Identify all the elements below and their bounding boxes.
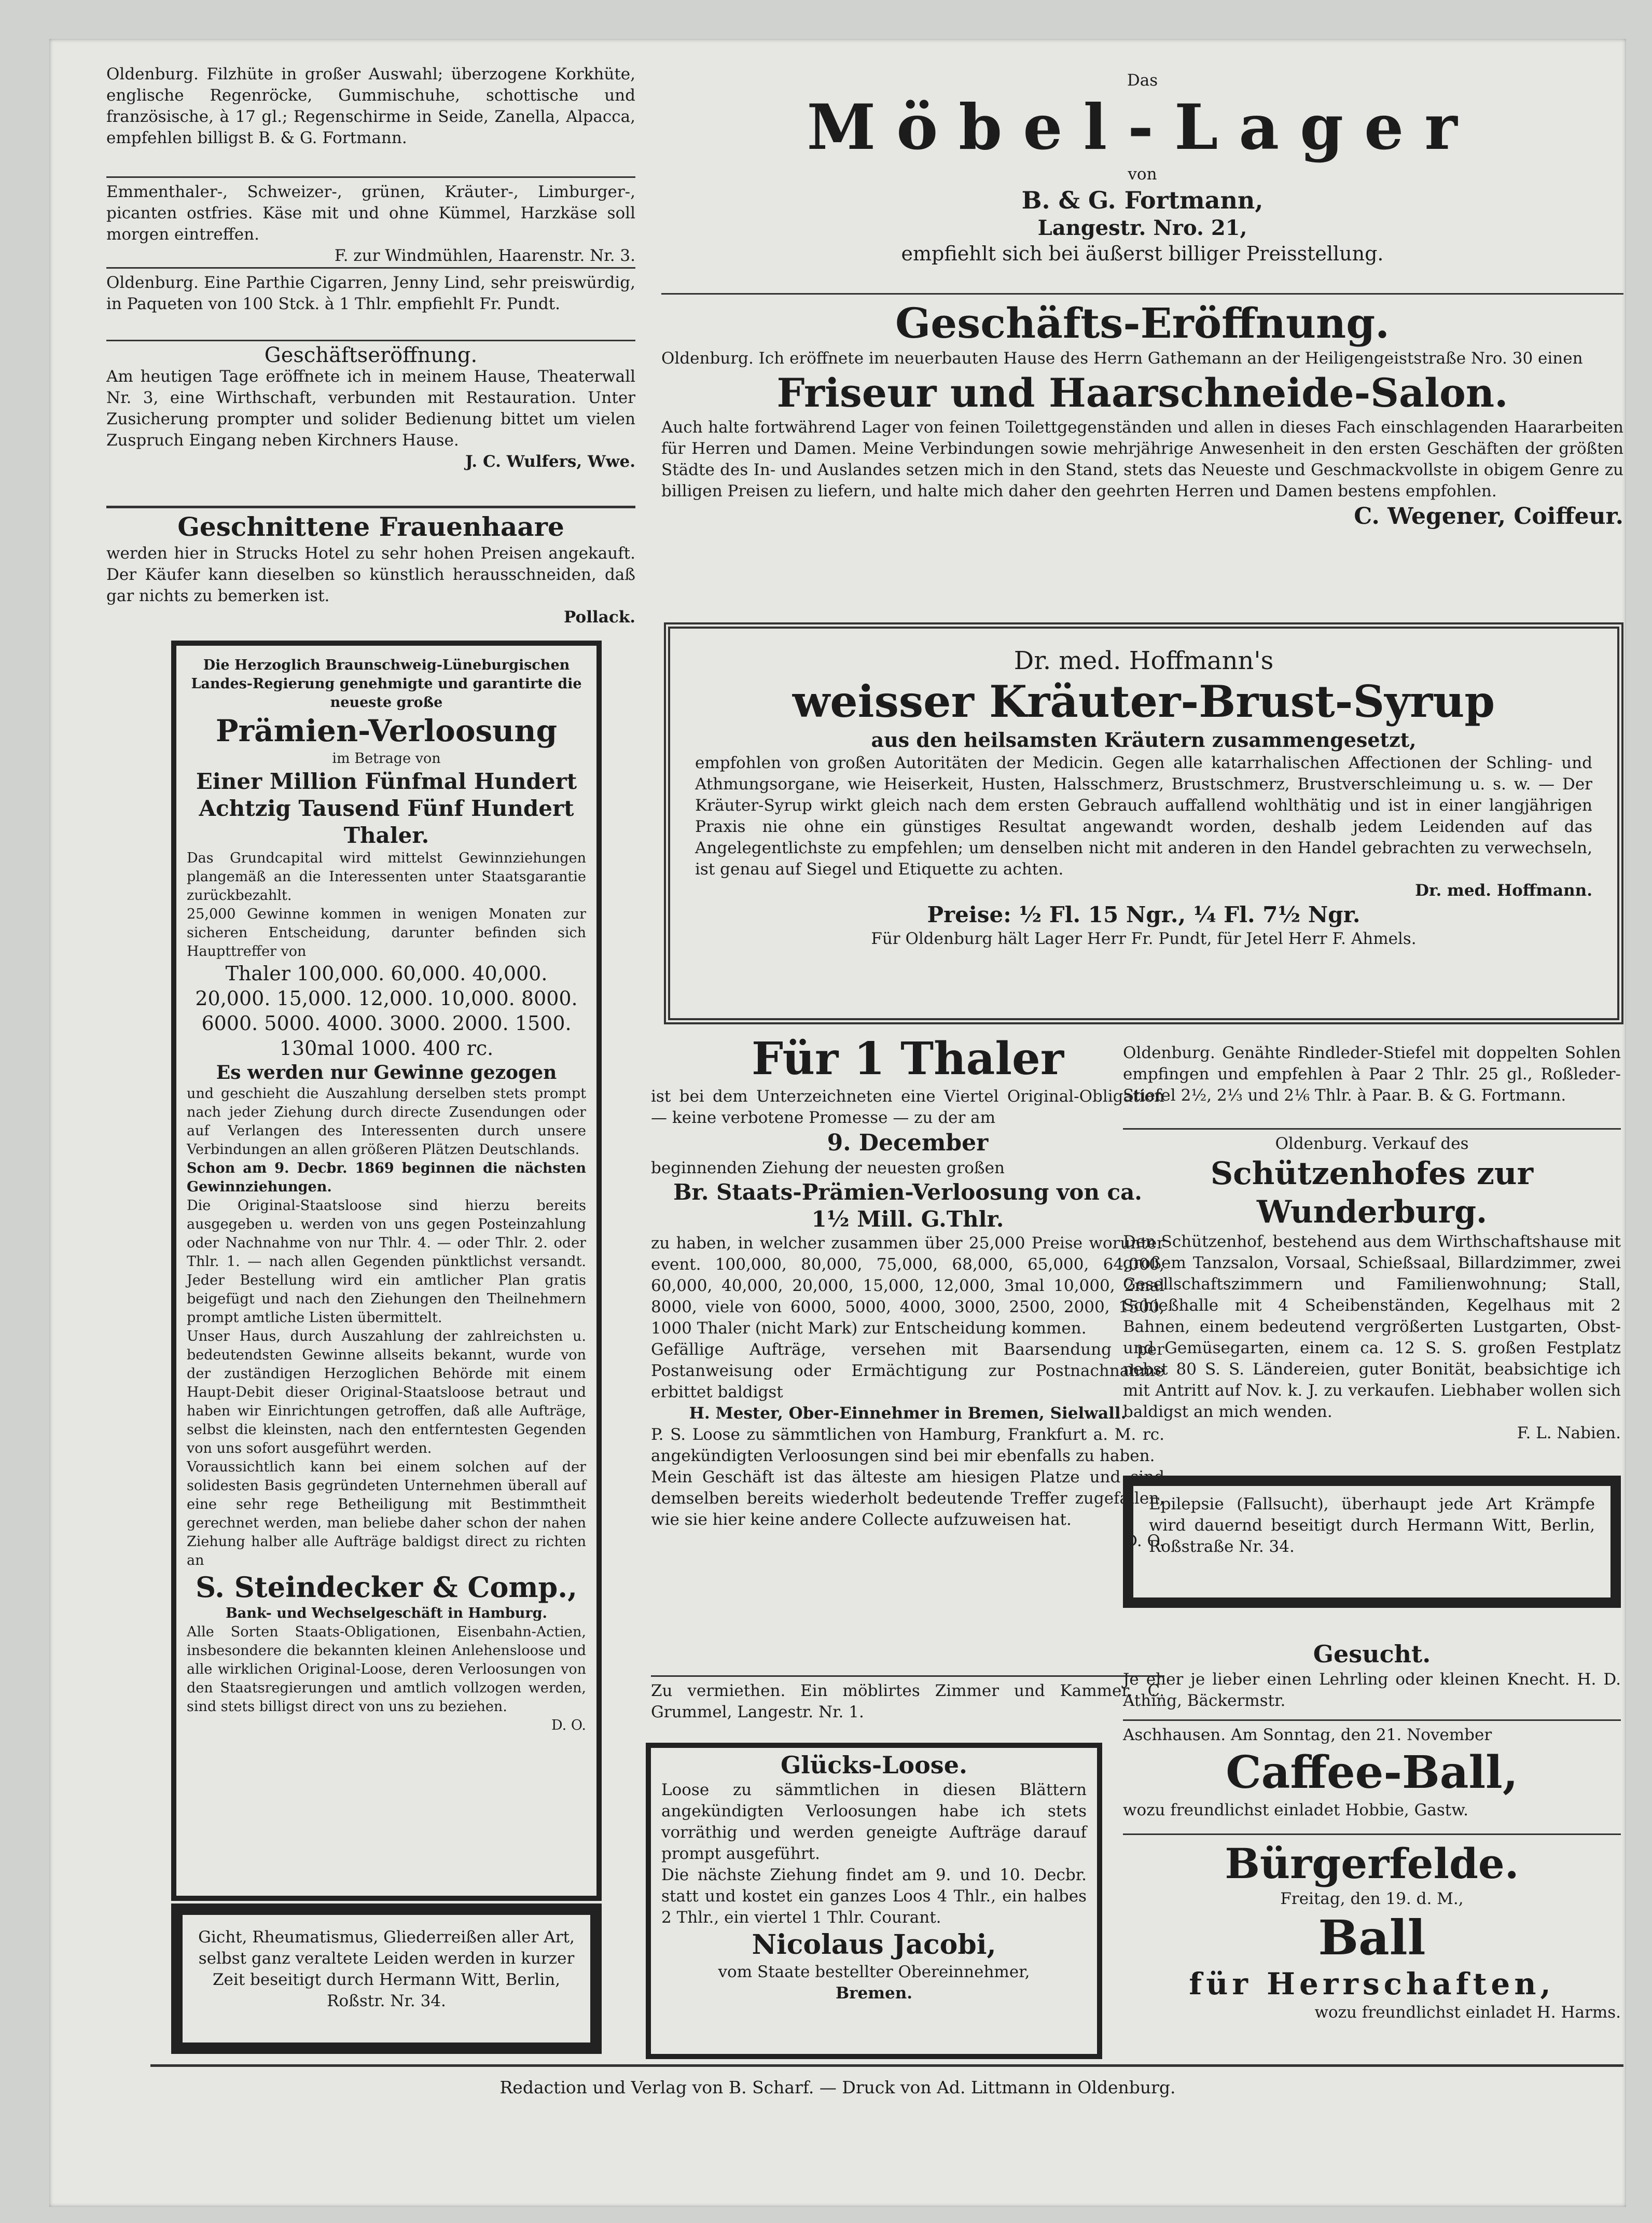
geschaeft-ad: Geschäftseröffnung. Am heutigen Tage eröffnete ich in meinem Hause, Theaterwall Nr. 3, eine Wirthschaft, verbunden mit Restauration. Unter Zusicherung prompter und solider Bedienung bittet um vielen Zuspruch Eingang neben Kirchners Hause. J. C. Wulfers, Wwe. — [106, 343, 635, 471]
imprint: Redaction und Verlag von B. Scharf. — Druck von Ad. Littmann in Oldenburg. — [499, 2077, 1176, 2097]
cigarren-ad: Oldenburg. Eine Parthie Cigarren, Jenny Lind, sehr preiswürdig, in Paqueten von 100 Stck. à 1 Thlr. empfiehlt Fr. Pundt. — [106, 273, 635, 313]
footer-rule — [150, 2064, 1623, 2067]
caffee-ad: Aschhausen. Am Sonntag, den 21. November Caffee-Ball, wozu freundlichst einladet Hobbie, Gastw. — [1123, 1726, 1518, 1819]
divider — [1123, 1719, 1621, 1721]
gluecks-ad: Glücks-Loose. Loose zu sämmtlichen in diesen Blättern angekündigten Verloosungen habe ich stets vorräthig und werden geneigte Aufträge darauf prompt ausgeführt. Die nächste Ziehung findet am 9. und 10. Decbr. statt und kostet ein ganzes Loos 4 Thlr., ein halbes 2 Thlr., ein viertel 1 Thlr. Courant. Nicolaus Jacobi, vom Staate bestellter Obereinnehmer, Bremen. — [661, 1751, 1087, 2003]
divider — [661, 293, 1623, 295]
newspaper-page — [49, 39, 1626, 2207]
syrup-ad: Dr. med. Hoffmann's weisser Kräuter-Brust-Syrup aus den heilsamsten Kräutern zusammengesetzt, empfohlen von großen Autoritäten der Medicin. Gegen alle katarrhalischen Affectionen der Schling- und Athmungsorgane, wie Heiserkeit, Husten, Halsschmerz, Brustschmerz, Brustverschleimung u. s. w. — Der Kräuter-Syrup wirkt gleich nach dem ersten Gebrauch auffallend wohlthätig und ist in einer langjährigen Praxis nie ohne ein günstiges Resultat angewandt worden, deshalb jedem Leidenden auf das Angelegentlichste zu empfehlen; um denselben nicht mit anderen in den Handel gebrachten zu verwechseln, ist genau auf Siegel und Etiquette zu achten. Dr. med. Hoffmann. Preise: ½ Fl. 15 Ngr., ¼ Fl. 7½ Ngr. Für Oldenburg hält Lager Herr Fr. Pundt, für Jetel Herr F. Ahmels. — [695, 646, 1592, 948]
frauenhaare-ad: Geschnittene Frauenhaare werden hier in Strucks Hotel zu sehr hohen Preisen angekauft. Der Käufer kann dieselben so künstlich herausschneiden, daß gar nichts zu bemerken ist. Pollack. — [106, 511, 635, 627]
divider — [1123, 1128, 1621, 1130]
buerger-ad: Bürgerfelde. Freitag, den 19. d. M., Ball für Herrschaften, wozu freundlichst einladet H. Harms. — [1189, 1839, 1621, 2022]
moebel-ad: Das Möbel-Lager von B. & G. Fortmann, Langestr. Nro. 21, empfiehlt sich bei äußerst billiger Preisstellung. — [807, 71, 1478, 265]
divider — [106, 506, 635, 508]
gicht-ad: Gicht, Rheumatismus, Gliederreißen aller Art, selbst ganz veraltete Leiden werden in kurzer Zeit beseitigt durch Hermann Witt, Berlin, Roßstr. Nr. 34. — [198, 1928, 575, 2010]
verkauf-ad: Oldenburg. Verkauf des Schützenhofes zur Wunderburg. Den Schützenhof, bestehend aus dem Wirthschaftshause mit großem Tanzsalon, Vorsaal, Schießsaal, Billardzimmer, zwei Gesellschaftszimmern und Familienwohnung; Stall, Schießhalle mit 4 Scheibenständen, Kegelhaus mit 2 Bahnen, einem bedeutend vergrößerten Lustgarten, Obst- und Gemüsegarten, einem ca. 12 S. S. großen Festplatz nebst 80 S. S. Ländereien, guter Bonität, beabsichtige ich mit Antritt auf Nov. k. J. zu verkaufen. Liebhaber wollen sich baldigst an mich wenden. F. L. Nabien. — [1123, 1134, 1621, 1442]
divider — [1123, 1833, 1621, 1835]
divider — [651, 1675, 1164, 1677]
thaler-ad: Für 1 Thaler ist bei dem Unterzeichneten eine Viertel Original-Obligation — keine verbotene Promesse — zu der am 9. December beginnenden Ziehung der neuesten großen Br. Staats-Prämien-Verloosung von ca. 1½ Mill. G.Thlr. zu haben, in welcher zusammen über 25,000 Preise worunter event. 100,000, 80,000, 75,000, 68,000, 65,000, 64,000, 60,000, 40,000, 20,000, 15,000, 12,000, 3mal 10,000, 2mal 8000, viele von 6000, 5000, 4000, 3000, 2500, 2000, 1500, 1000 Thaler (nicht Mark) zur Entscheidung kommen. Gefällige Aufträge, versehen mit Baarsendung per Postanweisung oder Ermächtigung zur Postnachnahme erbittet baldigst H. Mester, Ober-Einnehmer in Bremen, Sielwall. P. S. Loose zu sämmtlichen von Hamburg, Frankfurt a. M. rc. angekündigten Verloosungen sind bei mir ebenfalls zu haben. Mein Geschäft ist das älteste am hiesigen Platze und sind demselben bereits wiederholt bedeutende Treffer zugefallen, wie sie hier keine andere Collecte aufzuweisen hat. D. O. — [651, 1033, 1164, 1550]
stiefel-ad: Oldenburg. Genähte Rindleder-Stiefel mit doppelten Sohlen empfingen und empfehlen à Paar 2 Thlr. 25 gl., Roßleder-Stiefel 2½, 2⅓ und 2⅙ Thlr. à Paar. B. & G. Fortmann. — [1123, 1044, 1621, 1105]
lottery-ad: Die Herzoglich Braunschweig-Lüneburgischen Landes-Regierung genehmigte und garantirte die neueste große Prämien-Verloosung im Betrage von Einer Million Fünfmal Hundert Achtzig Tausend Fünf Hundert Thaler. Das Grundcapital wird mittelst Gewinnziehungen plangemäß an die Interessenten unter Staatsgarantie zurückbezahlt. 25,000 Gewinne kommen in wenigen Monaten zur sicheren Entscheidung, darunter befinden sich Haupttreffer von Thaler 100,000. 60,000. 40,000. 20,000. 15,000. 12,000. 10,000. 8000. 6000. 5000. 4000. 3000. 2000. 1500. 130mal 1000. 400 rc. Es werden nur Gewinne gezogen und geschieht die Auszahlung derselben stets prompt nach jeder Ziehung durch directe Zusendungen oder auf Verlangen des Interessenten durch unsere Verbindungen an allen größeren Plätzen Deutschlands. Schon am 9. Decbr. 1869 beginnen die nächsten Gewinnziehungen. Die Original-Staatsloose sind hierzu bereits ausgegeben u. werden von uns gegen Posteinzahlung oder Nachnahme von nur Thlr. 4. — oder Thlr. 2. oder Thlr. 1. — nach allen Gegenden pünktlichst versandt. Jeder Bestellung wird ein amtlicher Plan gratis beigefügt und nach den Ziehungen den Theilnehmern prompt amtliche Listen übermittelt. Unser Haus, durch Auszahlung der zahlreichsten u. bedeutendsten Gewinne allseits bekannt, wurde von der zuständigen Herzoglichen Behörde mit einem Haupt-Debit dieser Original-Staatsloose betraut und haben wir Einrichtungen getroffen, daß alle Aufträge, selbst die kleinsten, nach den entferntesten Gegenden von uns sofort ausgeführt werden. Voraussichtlich kann bei einem solchen auf der solidesten Basis gegründeten Unternehmen überall auf eine sehr rege Betheiligung mit Bestimmtheit gerechnet werden, man beliebe daher schon der nahen Ziehung halber alle Aufträge baldigst direct zu richten an S. Steindecker & Comp., Bank- und Wechselgeschäft in Hamburg. Alle Sorten Staats-Obligationen, Eisenbahn-Actien, insbesondere die bekannten kleinen Anlehensloose und alle wirklichen Original-Loose, deren Verloosungen von den Staatsregierungen und amtlich vollzogen werden, sind stets billigst direct von uns zu beziehen. D. O. — [187, 657, 586, 1733]
eroeffnung-ad: Geschäfts-Eröffnung. Oldenburg. Ich eröffnete im neuerbauten Hause des Herrn Gathemann an der Heiligengeiststraße Nro. 30 einen Friseur und Haarschneide-Salon. Auch halte fortwährend Lager von feinen Toilettgegenständen und allen in dieses Fach einschlagenden Haararbeiten für Herren und Damen. Meine Verbindungen sowie mehrjährige Anwesenheit in den ersten Geschäften der größten Städte des In- und Auslandes setzen mich in den Stand, stets das Neueste und Geschmackvollste in obigem Genre zu billigen Preisen zu liefern, und halte mich daher den geehrten Herren und Damen bestens empfohlen. C. Wegener, Coiffeur. — [661, 299, 1623, 530]
epilepsie-ad: Epilepsie (Fallsucht), überhaupt jede Art Krämpfe wird dauernd beseitigt durch Hermann Witt, Berlin, Roßstraße Nr. 34. — [1149, 1495, 1595, 1556]
filzhuete-ad: Oldenburg. Filzhüte in großer Auswahl; überzogene Korkhüte, englische Regenröcke, Gummischuhe, schottische und französische, à 17 gl.; Regenschirme in Seide, Zanella, Alpacca, empfehlen billigst B. & G. Fortmann. — [106, 65, 635, 147]
gesucht-ad: Gesucht. Je eher je lieber einen Lehrling oder kleinen Knecht. H. D. Athing, Bäckermstr. — [1123, 1640, 1621, 1710]
kaese-ad: Emmenthaler-, Schweizer-, grünen, Kräuter-, Limburger-, picanten ostfries. Käse mit und ohne Kümmel, Harzkäse soll morgen eintreffen. F. zur Windmühlen, Haarenstr. Nr. 3. — [106, 183, 635, 265]
divider — [106, 176, 635, 178]
divider — [106, 267, 635, 269]
vermieten-ad: Zu vermiethen. Ein möblirtes Zimmer und Kammer. C. Grummel, Langestr. Nr. 1. — [651, 1682, 1164, 1721]
divider — [106, 340, 635, 341]
